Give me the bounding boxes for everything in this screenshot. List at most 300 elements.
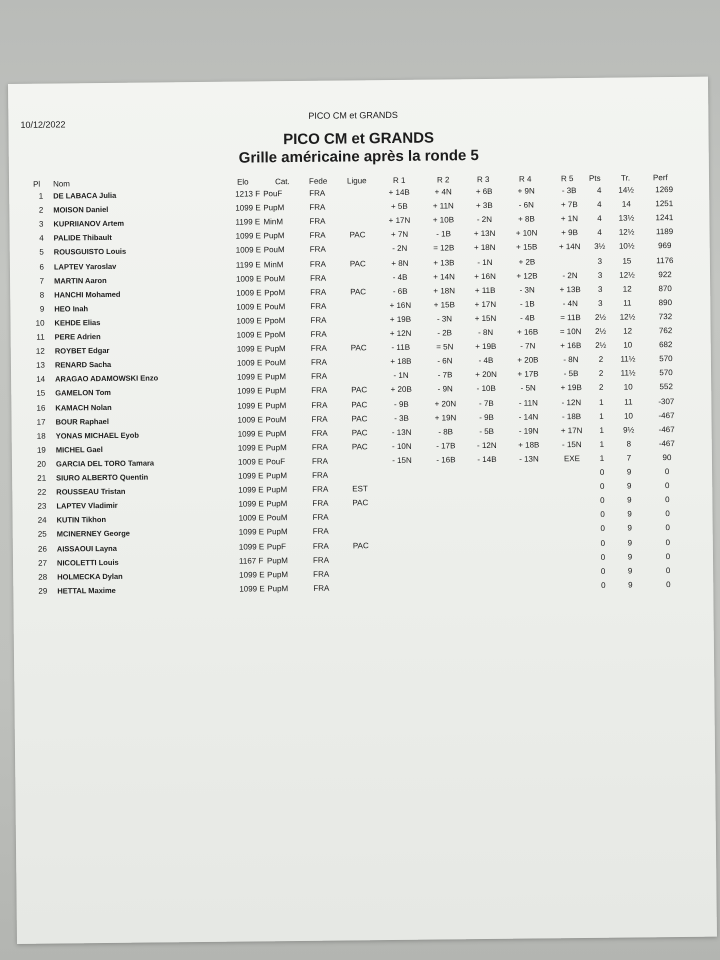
cell-tr: 9: [627, 566, 633, 576]
cell-r3: + 6B: [475, 186, 493, 197]
cell-elo: 1009 E: [235, 245, 262, 256]
cell-pts: 3½: [594, 242, 606, 252]
cell-cat: PouM: [266, 513, 288, 523]
cell-fede: FRA: [310, 329, 327, 339]
cell-r1: - 1N: [393, 371, 409, 381]
cell-name: MICHEL Gael: [55, 444, 103, 455]
cell-cat: PupM: [263, 231, 285, 241]
cell-r2: - 2B: [437, 328, 453, 338]
cell-cat: PupM: [267, 569, 289, 580]
cell-r5: - 5B: [563, 369, 579, 379]
cell-cat: PupM: [264, 344, 286, 354]
cell-r1: + 19B: [389, 314, 412, 324]
cell-perf: 0: [665, 537, 671, 547]
cell-pl: 2: [38, 205, 44, 215]
cell-perf: 922: [658, 269, 672, 279]
cell-elo: 1009 E: [236, 316, 262, 326]
cell-r3: - 4B: [478, 356, 494, 366]
cell-fede: FRA: [311, 428, 328, 438]
cell-name: HANCHI Mohamed: [54, 289, 121, 300]
cell-perf: 0: [664, 481, 670, 491]
col-perf: Perf: [652, 173, 668, 183]
cell-tr: 11: [623, 298, 632, 308]
cell-name: KUTIN Tikhon: [56, 515, 107, 525]
cell-r2: - 16B: [436, 455, 456, 465]
col-r1: R 1: [392, 175, 406, 185]
cell-r5: + 14N: [558, 242, 581, 252]
cell-perf: 762: [658, 326, 673, 336]
cell-name: ARAGAO ADAMOWSKI Enzo: [55, 373, 159, 384]
cell-pts: 3: [598, 298, 603, 308]
col-r4: R 4: [518, 174, 532, 184]
cell-r2: - 9N: [437, 384, 453, 394]
cell-r4: + 17B: [517, 369, 539, 379]
cell-r1: - 6B: [392, 286, 408, 296]
cell-name: HETTAL Maxime: [57, 585, 116, 596]
cell-pts: 0: [600, 495, 605, 506]
print-header-title: PICO CM et GRANDS: [308, 109, 398, 121]
cell-cat: PouM: [263, 245, 285, 255]
cell-pts: 1: [599, 453, 605, 463]
cell-pts: 2: [598, 354, 604, 365]
cell-r3: + 15N: [474, 313, 497, 324]
cell-cat: PupM: [266, 485, 288, 495]
cell-r3: + 17N: [474, 299, 497, 309]
cell-pts: 1: [599, 397, 604, 407]
cell-r5: + 1N: [560, 214, 579, 224]
cell-ligue: PAC: [351, 427, 368, 438]
cell-r3: - 5B: [479, 426, 495, 436]
cell-fede: FRA: [310, 287, 327, 297]
cell-r2: = 12B: [433, 243, 455, 253]
cell-fede: FRA: [309, 245, 326, 255]
cell-name: KAMACH Nolan: [55, 402, 112, 413]
cell-tr: 11½: [620, 368, 636, 378]
cell-tr: 12½: [619, 270, 635, 280]
cell-tr: 10: [624, 411, 634, 421]
cell-elo: 1099 E: [237, 443, 264, 453]
cell-r2: + 10B: [432, 215, 455, 225]
cell-r4: - 7N: [520, 341, 536, 351]
cell-cat: PpoM: [264, 315, 286, 326]
cell-r4: - 19N: [518, 426, 539, 436]
cell-tr: 12: [622, 284, 632, 294]
cell-r3: - 14B: [477, 454, 497, 464]
col-fede: Fede: [308, 176, 328, 186]
cell-tr: 9: [627, 580, 633, 590]
cell-pts: 2: [598, 369, 604, 379]
cell-r1: + 7N: [390, 230, 409, 240]
cell-r2: - 1B: [436, 229, 451, 239]
cell-pl: 19: [36, 445, 46, 455]
cell-r3: - 12N: [476, 440, 497, 450]
cell-elo: 1009 E: [236, 273, 262, 284]
cell-r4: - 3N: [519, 285, 535, 295]
cell-r4: - 1B: [519, 299, 535, 309]
cell-name: AISSAOUI Layna: [56, 543, 117, 554]
col-pts: Pts: [588, 173, 601, 183]
cell-r4: + 8B: [518, 214, 535, 224]
cell-r5: - 3B: [561, 186, 577, 196]
cell-pts: 0: [600, 580, 606, 590]
cell-pts: 2½: [594, 312, 607, 322]
cell-perf: 890: [658, 297, 673, 307]
cell-cat: PupM: [265, 428, 287, 439]
col-tr: Tr.: [620, 173, 631, 183]
col-r5: R 5: [560, 174, 574, 184]
cell-cat: PupF: [266, 541, 287, 551]
cell-r5: + 17N: [560, 425, 583, 435]
cell-tr: 15: [622, 255, 632, 266]
cell-r3: + 3B: [475, 201, 493, 211]
cell-r5: EXE: [563, 453, 580, 464]
cell-pl: 1: [38, 191, 44, 201]
cell-name: BOUR Raphael: [55, 416, 109, 427]
cell-r4: - 6N: [518, 200, 534, 210]
cell-fede: FRA: [312, 498, 329, 509]
cell-name: KUPRIIANOV Artem: [53, 218, 125, 229]
cell-pl: 27: [38, 558, 48, 568]
cell-r4: + 15B: [516, 242, 538, 253]
cell-pts: 1: [599, 439, 605, 449]
cell-perf: 0: [665, 523, 670, 533]
cell-pts: 4: [596, 185, 602, 195]
cell-elo: 1099 E: [236, 344, 263, 354]
results-sheet: [8, 77, 717, 944]
cell-elo: 1099 E: [237, 386, 263, 397]
cell-r1: + 18B: [390, 356, 412, 367]
cell-r4: - 13N: [519, 454, 539, 464]
cell-r4: + 10N: [515, 228, 538, 238]
cell-pts: 3: [597, 256, 603, 266]
cell-tr: 10½: [618, 241, 635, 252]
cell-tr: 14: [621, 199, 631, 209]
cell-tr: 11: [624, 396, 633, 407]
cell-r3: + 18N: [473, 243, 496, 253]
cell-perf: 570: [659, 354, 673, 364]
cell-pl: 14: [36, 374, 46, 385]
cell-pl: 4: [39, 233, 44, 243]
cell-perf: 1189: [655, 227, 674, 237]
cell-pts: 2½: [595, 326, 607, 336]
cell-ligue: PAC: [352, 498, 369, 508]
cell-r2: = 5N: [436, 342, 454, 352]
cell-pl: 25: [37, 530, 47, 540]
cell-elo: 1099 E: [238, 499, 264, 509]
cell-cat: PupM: [266, 527, 288, 537]
cell-elo: 1099 E: [237, 429, 264, 439]
cell-cat: PupM: [267, 583, 289, 594]
cell-fede: FRA: [309, 259, 326, 269]
cell-perf: -467: [658, 438, 675, 449]
cell-fede: FRA: [311, 456, 329, 466]
cell-cat: PouF: [263, 189, 283, 199]
cell-cat: MinM: [263, 259, 284, 269]
col-cat: Cat.: [274, 177, 290, 187]
cell-r4: - 14N: [518, 412, 539, 422]
cell-name: LAPTEV Vladimir: [56, 501, 118, 511]
page-title: PICO CM et GRANDS: [283, 129, 435, 149]
cell-r1: + 8N: [391, 258, 409, 268]
cell-pl: 17: [36, 417, 46, 427]
cell-r2: + 18N: [433, 286, 456, 296]
cell-r3: + 20N: [475, 370, 497, 380]
print-date: 10/12/2022: [20, 119, 66, 130]
cell-name: MOISON Daniel: [53, 205, 109, 215]
cell-fede: FRA: [309, 216, 326, 227]
cell-elo: 1009 E: [237, 414, 263, 425]
cell-pl: 9: [39, 304, 45, 314]
cell-cat: PouM: [264, 301, 286, 312]
cell-r2: + 14N: [433, 271, 455, 282]
cell-fede: FRA: [311, 400, 328, 410]
cell-fede: FRA: [310, 301, 327, 311]
cell-elo: 1099 E: [238, 485, 264, 495]
cell-elo: 1199 E: [235, 259, 261, 270]
col-elo: Elo: [236, 177, 249, 187]
cell-r2: + 11N: [432, 201, 454, 211]
page-subtitle: Grille américaine après la ronde 5: [238, 147, 479, 167]
cell-ligue: PAC: [350, 343, 367, 353]
cell-pl: 28: [38, 572, 48, 582]
cell-elo: 1099 E: [238, 541, 265, 552]
cell-r5: + 16B: [560, 341, 582, 351]
cell-r1: + 20B: [390, 385, 412, 395]
cell-tr: 9: [626, 467, 632, 477]
cell-pts: 4: [597, 213, 602, 224]
cell-elo: 1213 F: [235, 189, 261, 199]
cell-pts: 0: [600, 552, 606, 562]
cell-pl: 16: [36, 403, 46, 413]
cell-r4: + 18B: [518, 440, 540, 450]
cell-pl: 3: [38, 219, 44, 229]
cell-fede: FRA: [313, 583, 330, 593]
cell-name: LAPTEV Yaroslav: [53, 261, 117, 272]
cell-elo: 1009 E: [236, 288, 262, 298]
cell-pts: 0: [600, 524, 605, 534]
cell-perf: 1269: [655, 185, 674, 195]
cell-tr: 10: [623, 340, 633, 350]
cell-ligue: PAC: [350, 286, 367, 297]
cell-tr: 9: [627, 537, 633, 548]
cell-pl: 7: [39, 276, 45, 286]
cell-perf: 969: [657, 241, 672, 251]
cell-r3: + 16N: [474, 271, 496, 281]
cell-r1: + 16N: [389, 300, 412, 310]
cell-r1: - 4B: [392, 272, 408, 282]
cell-pl: 23: [37, 501, 47, 511]
cell-elo: 1099 E: [237, 372, 263, 382]
cell-r2: - 3N: [436, 314, 453, 324]
cell-fede: FRA: [311, 442, 328, 452]
cell-fede: FRA: [310, 315, 327, 325]
cell-perf: 1251: [655, 199, 674, 209]
cell-tr: 9: [627, 495, 632, 505]
cell-r4: + 9N: [517, 186, 535, 196]
cell-fede: FRA: [313, 569, 330, 579]
cell-r2: + 20N: [434, 398, 457, 409]
cell-tr: 9: [627, 509, 632, 519]
cell-pl: 10: [35, 318, 45, 328]
cell-pl: 13: [35, 360, 45, 370]
cell-tr: 10: [623, 382, 633, 392]
cell-perf: 1241: [655, 213, 674, 223]
cell-elo: 1009 E: [236, 330, 263, 340]
cell-perf: 0: [665, 551, 671, 561]
cell-r5: + 13B: [559, 284, 581, 294]
cell-fede: FRA: [310, 343, 327, 353]
cell-cat: MinM: [263, 217, 284, 227]
cell-r4: - 5N: [520, 383, 536, 394]
cell-perf: 0: [665, 565, 671, 575]
cell-r5: + 9B: [561, 228, 578, 238]
cell-name: MARTIN Aaron: [54, 275, 107, 286]
cell-pts: 0: [600, 566, 606, 576]
cell-r2: + 19N: [434, 412, 457, 423]
cell-r1: + 12N: [389, 328, 412, 339]
cell-fede: FRA: [312, 512, 329, 523]
cell-name: RENARD Sacha: [54, 360, 112, 370]
cell-r1: - 3B: [394, 413, 409, 423]
col-r3: R 3: [476, 174, 490, 185]
cell-tr: 13½: [618, 213, 635, 223]
cell-pl: 5: [39, 248, 44, 258]
cell-elo: 1009 E: [238, 513, 264, 523]
cell-fede: FRA: [312, 470, 329, 480]
cell-cat: PupM: [263, 203, 285, 213]
cell-r5: = 11B: [560, 312, 581, 323]
cell-pts: 1: [599, 411, 604, 421]
cell-elo: 1199 E: [235, 217, 261, 227]
cell-pts: 4: [597, 228, 602, 238]
cell-perf: -467: [658, 410, 675, 420]
cell-r2: - 8B: [438, 427, 454, 437]
cell-name: HEO Inah: [54, 303, 89, 314]
cell-r3: + 13N: [473, 229, 496, 239]
cell-fede: FRA: [311, 371, 328, 382]
cell-fede: FRA: [312, 527, 329, 537]
cell-pts: 2: [598, 383, 604, 393]
cell-elo: 1009 E: [237, 457, 264, 467]
cell-r4: - 4B: [520, 313, 535, 323]
cell-r5: - 15N: [561, 439, 582, 450]
cell-r5: - 8N: [563, 355, 579, 365]
cell-name: SIURO ALBERTO Quentin: [56, 472, 149, 483]
cell-cat: PouM: [265, 414, 287, 424]
cell-tr: 12: [623, 326, 633, 336]
col-r2: R 2: [436, 175, 450, 185]
cell-ligue: PAC: [351, 413, 368, 424]
cell-name: HOLMECKA Dylan: [57, 571, 123, 582]
cell-name: KEHDE Elias: [54, 317, 101, 328]
cell-elo: 1009 E: [236, 358, 263, 368]
cell-elo: 1099 E: [239, 584, 265, 594]
cell-pts: 0: [599, 481, 605, 491]
cell-cat: PupM: [265, 386, 287, 396]
cell-fede: FRA: [310, 273, 327, 283]
cell-elo: 1099 E: [239, 570, 265, 580]
cell-cat: PouF: [265, 457, 286, 467]
cell-ligue: PAC: [352, 540, 369, 550]
cell-r3: - 8N: [478, 327, 494, 338]
cell-r5: + 7B: [560, 200, 578, 210]
cell-r1: - 15N: [392, 455, 412, 465]
cell-name: YONAS MICHAEL Eyob: [55, 430, 139, 441]
cell-r2: + 13B: [433, 257, 455, 268]
cell-perf: 870: [658, 283, 672, 293]
cell-ligue: EST: [352, 484, 368, 494]
cell-cat: PupM: [265, 442, 287, 453]
cell-r3: - 7B: [478, 398, 494, 408]
cell-pl: 12: [35, 346, 45, 356]
cell-fede: FRA: [309, 188, 326, 198]
cell-pl: 21: [37, 473, 47, 483]
cell-pts: 3: [597, 284, 603, 294]
cell-r3: + 19B: [475, 341, 497, 352]
cell-pl: 11: [36, 332, 45, 342]
cell-perf: 0: [665, 495, 670, 505]
cell-perf: 732: [658, 311, 673, 322]
cell-pl: 29: [38, 586, 48, 596]
cell-pl: 26: [37, 544, 47, 554]
cell-ligue: PAC: [351, 442, 368, 452]
cell-r5: - 18B: [561, 411, 582, 421]
cell-tr: 12½: [618, 227, 635, 237]
cell-cat: PupM: [266, 555, 288, 565]
cell-elo: 1099 E: [235, 231, 262, 241]
cell-pts: 4: [597, 199, 602, 209]
cell-r3: + 11B: [474, 285, 496, 295]
cell-r5: - 2N: [562, 270, 578, 280]
cell-pl: 8: [39, 290, 45, 300]
cell-r4: + 16B: [517, 327, 539, 337]
cell-pts: 0: [600, 510, 605, 520]
cell-name: GARCIA DEL TORO Tamara: [55, 458, 155, 469]
cell-tr: 7: [626, 453, 632, 463]
cell-pl: 24: [37, 515, 47, 526]
cell-r3: - 9B: [479, 412, 494, 422]
cell-fede: FRA: [312, 541, 329, 551]
cell-fede: FRA: [309, 230, 326, 241]
cell-tr: 9: [627, 523, 632, 533]
col-name: Nom: [53, 179, 70, 189]
cell-cat: PupM: [266, 471, 288, 481]
cell-r2: + 4N: [434, 187, 452, 197]
cell-cat: PupM: [266, 499, 288, 509]
cell-name: DE LABACA Julia: [53, 190, 117, 201]
cell-name: MCINERNEY George: [56, 529, 130, 539]
cell-cat: PouM: [264, 273, 286, 283]
cell-tr: 12½: [619, 312, 636, 322]
cell-ligue: PAC: [351, 385, 368, 395]
cell-tr: 9: [627, 552, 633, 562]
cell-r4: + 12B: [516, 271, 538, 281]
cell-perf: 0: [664, 467, 670, 477]
cell-perf: 0: [665, 509, 670, 519]
cell-perf: 682: [659, 340, 673, 350]
cell-fede: FRA: [311, 386, 328, 396]
cell-perf: 0: [665, 579, 671, 589]
cell-r2: - 7B: [437, 370, 453, 380]
cell-r4: + 20B: [517, 355, 539, 365]
cell-fede: FRA: [312, 555, 330, 565]
cell-r5: + 19B: [560, 383, 582, 393]
cell-r1: - 10N: [391, 441, 412, 451]
cell-elo: 1099 E: [238, 471, 264, 481]
cell-perf: -467: [658, 424, 675, 434]
cell-pl: 6: [39, 262, 44, 272]
cell-ligue: PAC: [349, 258, 366, 268]
